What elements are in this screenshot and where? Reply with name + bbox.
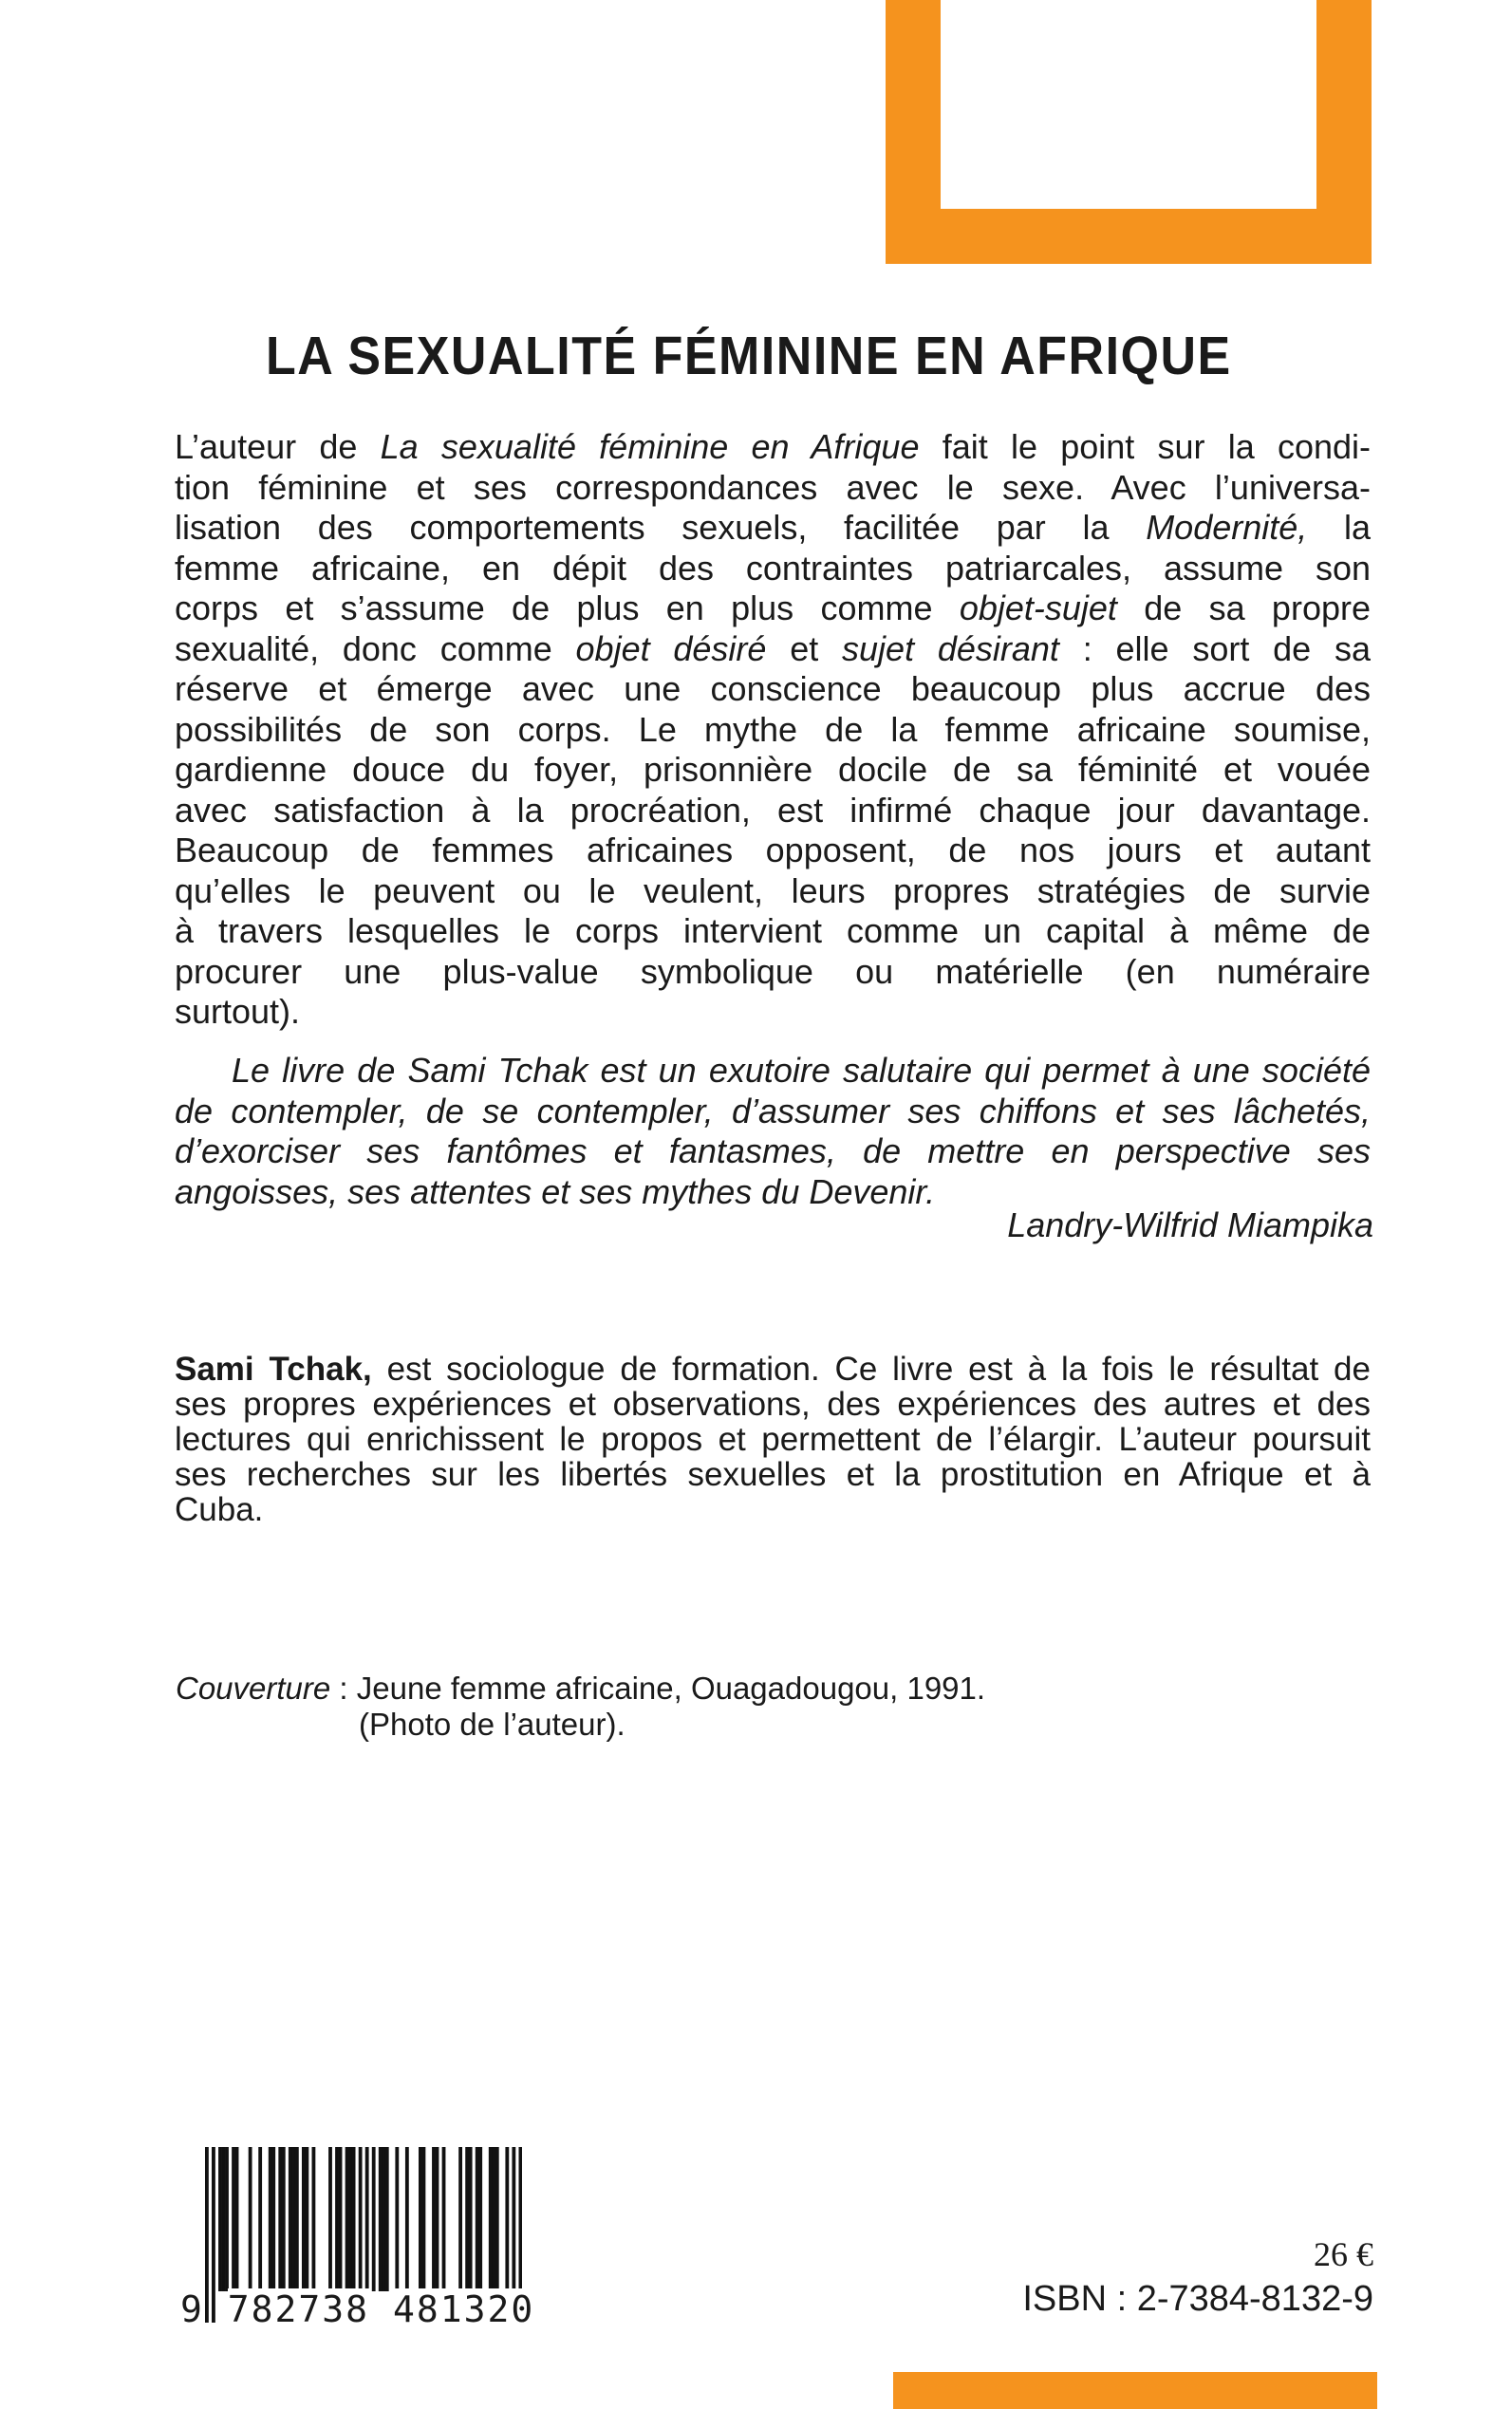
bio-line: lectures qui enrichissent le propos et permettent de l’élargir. L’auteur poursuit — [175, 1421, 1371, 1458]
author-name: Sami Tchak, — [175, 1351, 372, 1388]
quote-line: Le livre de Sami Tchak est un exutoire salutaire qui permet à une société — [232, 1051, 1371, 1090]
review-quote — [175, 1051, 1371, 1212]
summary-paragraph — [175, 427, 1371, 1033]
summary-line: procurer une plus-value symbolique ou matérielle (en numéraire — [175, 951, 1371, 991]
cover-credit-caption: Jeune femme africaine, Ouagadougou, 1991. — [356, 1671, 986, 1706]
summary-line: sexualité, donc comme objet désiré et sujet désirant : elle sort de sa — [175, 628, 1371, 668]
bio-line: ses recherches sur les libertés sexuelles et la prostitution en Afrique et à — [175, 1456, 1371, 1493]
bio-line: ses propres expériences et observations, des expériences des autres et des — [175, 1386, 1371, 1423]
summary-line: qu’elles le peuvent ou le veulent, leurs propres stratégies de survie — [175, 870, 1371, 910]
summary-line: possibilités de son corps. Le mythe de la femme africaine soumise, — [175, 709, 1371, 749]
summary-line: lisation des comportements sexuels, facilitée par la Modernité, la — [175, 508, 1371, 547]
summary-line: surtout). — [175, 992, 301, 1031]
price-label: 26 € — [1314, 2235, 1373, 2273]
summary-line: femme africaine, en dépit des contraintes patriarcales, assume son — [175, 548, 1371, 588]
quote-line: d’exorciser ses fantômes et fantasmes, de mettre en perspective ses — [175, 1131, 1371, 1170]
isbn-label: ISBN : 2-7384-8132-9 — [1022, 2279, 1373, 2319]
summary-line: Beaucoup de femmes africaines opposent, de nos jours et autant — [175, 831, 1371, 869]
summary-line: L’auteur de La sexualité féminine en Afrique fait le point sur la condi- — [175, 427, 1372, 466]
barcode-digits: 9 782738 481320 — [180, 2288, 535, 2330]
summary-line: à travers lesquelles le corps intervient comme un capital à même de — [175, 911, 1371, 950]
summary-line: gardienne douce du foyer, prisonnière docile de sa féminité et vouée — [175, 750, 1371, 789]
quote-author: Landry-Wilfrid Miampika — [1007, 1205, 1373, 1244]
cover-credit-label: Couverture — [176, 1671, 331, 1706]
quote-line: de contempler, de se contempler, d’assumer ses chiffons et ses lâchetés, — [175, 1091, 1371, 1130]
quote-line: angoisses, ses attentes et ses mythes du Devenir. — [175, 1171, 936, 1211]
orange-bottom-bar-decoration — [893, 2372, 1377, 2409]
cover-credit-photo: (Photo de l’auteur). — [359, 1707, 625, 1742]
bio-line: Sami Tchak, est sociologue de formation. Ce livre est à la fois le résultat de — [175, 1351, 1371, 1388]
book-title: LA SEXUALITÉ FÉMININE EN AFRIQUE — [266, 327, 1232, 386]
summary-line: avec satisfaction à la procréation, est infirmé chaque jour davantage. — [175, 790, 1371, 830]
summary-line: corps et s’assume de plus en plus comme objet-sujet de sa propre — [175, 588, 1371, 627]
summary-line: tion féminine et ses correspondances avec le sexe. Avec l’universa- — [175, 467, 1371, 507]
bio-line: Cuba. — [175, 1491, 264, 1528]
summary-line: réserve et émerge avec une conscience beaucoup plus accrue des — [175, 669, 1371, 708]
cover-credit: Couverture : Jeune femme africaine, Ouagadougou, 1991. (Photo de l’auteur). — [176, 1671, 986, 1742]
orange-frame-decoration — [886, 0, 1372, 264]
author-bio — [175, 1352, 1371, 1527]
